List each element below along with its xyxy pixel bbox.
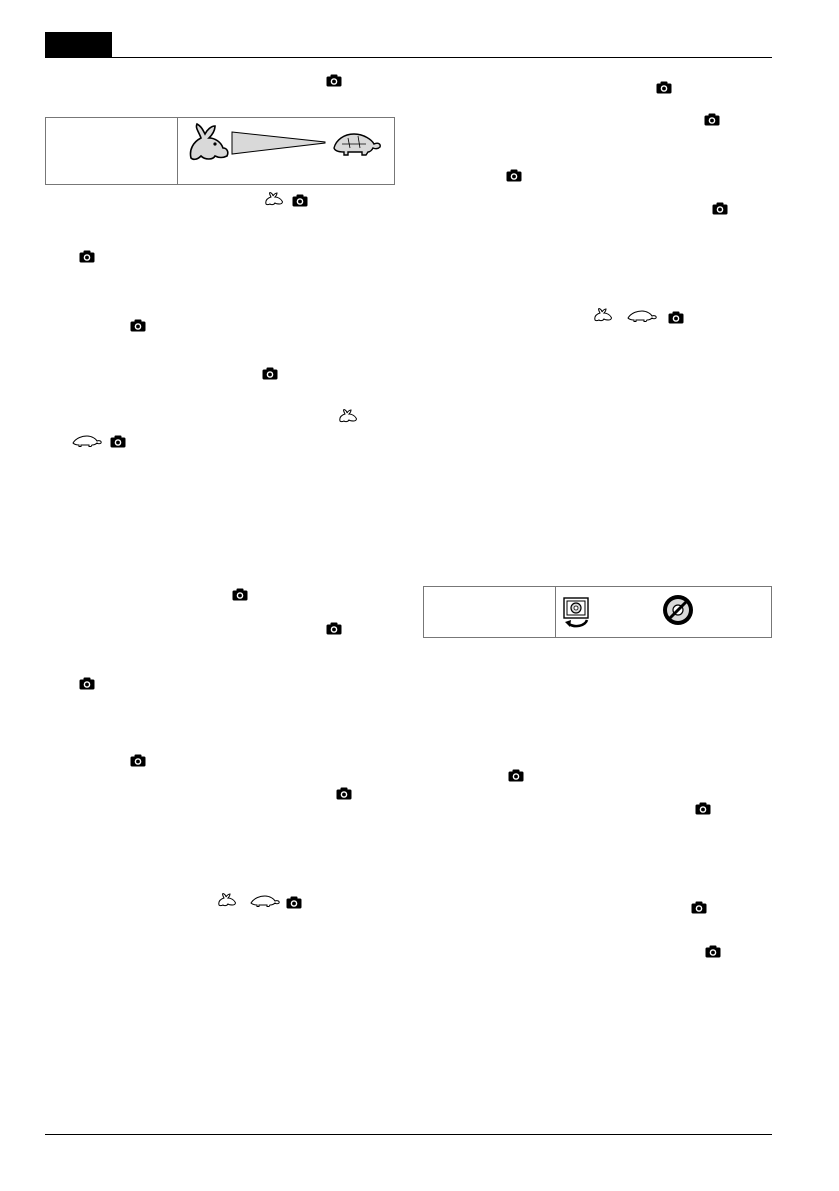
camera-icon	[712, 202, 728, 215]
header-tab	[45, 32, 112, 58]
camera-icon	[292, 194, 308, 207]
turtle-icon	[330, 130, 382, 161]
turtle-icon	[249, 895, 281, 907]
camera-icon	[695, 802, 711, 815]
header-rule	[45, 57, 772, 58]
turtle-icon	[626, 310, 658, 322]
camera-icon	[705, 945, 721, 958]
camera-icon	[232, 588, 248, 601]
speed-table-divider	[177, 117, 178, 185]
camera-icon	[668, 311, 684, 324]
turtle-icon	[71, 435, 103, 447]
camera-icon	[79, 677, 95, 690]
camera-icon	[326, 622, 342, 635]
camera-icon	[262, 367, 278, 380]
settings-table	[423, 586, 772, 638]
camera-icon	[130, 754, 146, 767]
camera-icon	[704, 113, 720, 126]
camera-icon	[79, 250, 95, 263]
footer-rule	[45, 1134, 772, 1135]
gear-prohibited-icon	[662, 594, 694, 631]
camera-icon	[286, 896, 302, 909]
camera-icon	[506, 169, 522, 182]
camera-icon	[656, 81, 672, 94]
camera-icon	[691, 901, 707, 914]
rabbit-icon	[217, 893, 237, 907]
camera-icon	[336, 787, 352, 800]
rabbit-icon	[338, 409, 358, 423]
rabbit-icon	[593, 308, 613, 322]
settings-table-divider	[555, 586, 556, 638]
rabbit-icon	[264, 192, 284, 206]
rabbit-icon	[185, 122, 231, 167]
camera-icon	[508, 769, 524, 782]
camera-icon	[110, 435, 126, 448]
gear-rotate-icon	[561, 596, 591, 635]
camera-icon	[326, 74, 342, 87]
camera-icon	[130, 319, 146, 332]
speed-ramp-icon	[231, 131, 327, 160]
